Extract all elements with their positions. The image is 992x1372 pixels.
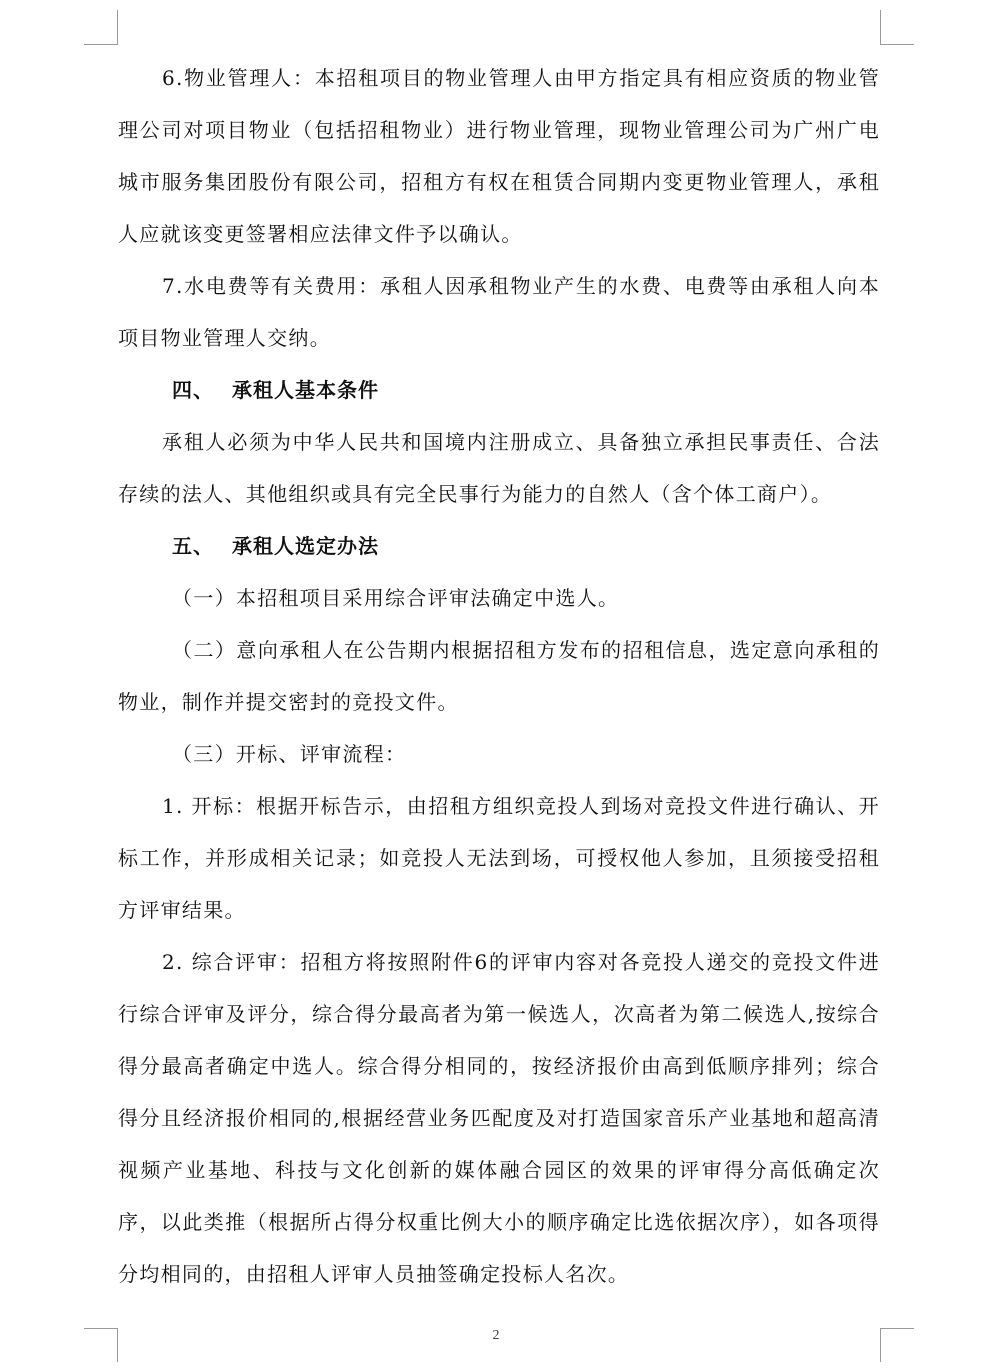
- section-number: 四、: [172, 378, 214, 402]
- section-number: 五、: [172, 534, 214, 558]
- crop-mark-top-left: [84, 44, 118, 45]
- paragraph-method-1: （一）本招租项目采用综合评审法确定中选人。: [172, 586, 620, 610]
- page-number: 2: [492, 1328, 500, 1343]
- crop-mark-top-right: [880, 10, 881, 44]
- paragraph-utility-fees: 7.水电费等有关费用：承租人因承租物业产生的水费、电费等由承租人向本项目物业管理人交纳。: [118, 274, 880, 350]
- paragraph-lessee-conditions: 承租人必须为中华人民共和国境内注册成立、具备独立承担民事责任、合法存续的法人、其他组织或具有完全民事行为能力的自然人（含个体工商户）。: [118, 430, 880, 506]
- document-body: [118, 52, 880, 1300]
- crop-mark-top-right: [880, 44, 914, 45]
- paragraph-property-manager: 6.物业管理人：本招租项目的物业管理人由甲方指定具有相应资质的物业管理公司对项目物业（包括招租物业）进行物业管理，现物业管理公司为广州广电城市服务集团股份有限公司，招租方有权在租赁合同期内变更物业管理人，承租人应就该变更签署相应法律文件予以确认。: [118, 66, 880, 246]
- section-title: 承租人选定办法: [232, 534, 379, 558]
- paragraph-method-2: （二）意向承租人在公告期内根据招租方发布的招租信息，选定意向承租的物业，制作并提交密封的竞投文件。: [118, 638, 880, 714]
- section-heading-conditions: [118, 364, 880, 416]
- section-heading-selection-method: [118, 520, 880, 572]
- crop-mark-top-left: [117, 10, 118, 44]
- paragraph-method-3: （三）开标、评审流程：: [172, 742, 407, 766]
- section-title: 承租人基本条件: [232, 378, 379, 402]
- paragraph-bid-opening: 1. 开标：根据开标告示，由招租方组织竞投人到场对竞投文件进行确认、开标工作，并形成相关记录；如竞投人无法到场，可授权他人参加，且须接受招租方评审结果。: [118, 794, 880, 922]
- paragraph-comprehensive-review: 2. 综合评审：招租方将按照附件6的评审内容对各竞投人递交的竞投文件进行综合评审及评分，综合得分最高者为第一候选人，次高者为第二候选人,按综合得分最高者确定中选人。综合得分相同的，按经济报价由高到低顺序排列；综合得分且经济报价相同的,根据经营业务匹配度及对打造国家音乐产业基地和超高清视频产业基地、科技与文化创新的媒体融合园区的效果的评审得分高低确定次序，以此类推（根据所占得分权重比例大小的顺序确定比选依据次序），如各项得分均相同的，由招租人评审人员抽签确定投标人名次。: [118, 950, 880, 1286]
